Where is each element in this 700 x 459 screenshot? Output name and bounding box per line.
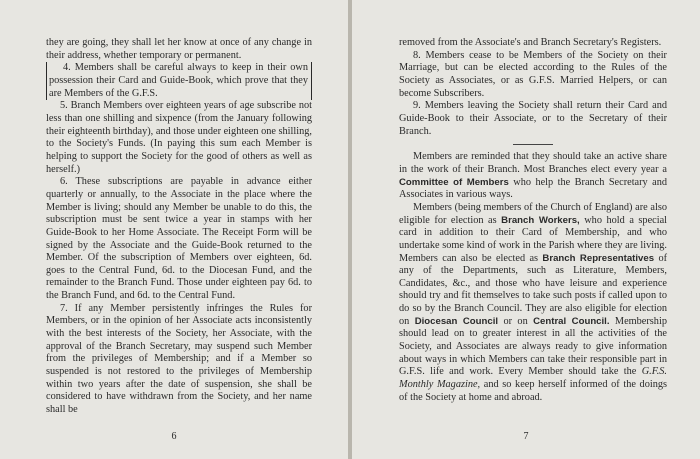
committee-paragraph	[399, 151, 667, 202]
committee-text-b: who help the Branch Secretary and Associates in various ways.	[399, 176, 668, 201]
workers-text-b: who hold a special card in addition to their Card of Membership, and who undertake some kind of work in the Parish where they are living. Members can also be elected as	[399, 214, 668, 264]
section-divider	[513, 144, 553, 145]
rule-6: 6. These subscriptions are payable in advance either quarterly or annually, to the Associate in the place where the Member is living; should any Member be unable to do this, the subscription must be sent twice a year in stamps with her Guide-Book to her Home Associate. The Receipt Form will be signed by the Associate and the Guide-Book returned to the Member. Of the subscription of Members over eighteen, 6d. goes to the Central Fund, 6d. to the Diocesan Fund, and the remainder to the Branch Fund. Those under eighteen pay 6d. to the Branch Fund, and 6d. to the Central Fund.	[46, 176, 312, 302]
committee-of-members-bold: Committee of Members	[399, 176, 509, 188]
page-number-left: 6	[171, 431, 177, 442]
rule-4: 4. Members shall be careful always to keep in their own possession their Card and Guide-Book, which prove that they are Members of the G.F.S.	[46, 62, 312, 100]
monthly-magazine-title: G.F.S. Monthly Magazine,	[399, 366, 667, 391]
diocesan-council-bold: Diocesan Council	[414, 315, 499, 327]
workers-text-f: and so keep herself informed of the doings of the Society at home and abroad.	[399, 379, 668, 403]
branch-workers-paragraph	[399, 202, 667, 405]
page-number-right: 7	[523, 431, 529, 442]
committee-text-a: Members are reminded that they should take an active share in the work of their Branch. Most Branches elect every year a	[399, 151, 667, 175]
rule-3-continuation: they are going, they shall let her know at once of any change in their address, whether temporary or permanent.	[46, 37, 312, 61]
rule-8: 8. Members cease to be Members of the Society on their Marriage, but can be elected according to the Rules of the Society as Associates, or as G.F.S. Married Helpers, or can become Subscribers.	[399, 49, 667, 99]
right-page	[352, 0, 700, 459]
central-council-bold: Central Council.	[533, 315, 610, 327]
rule-9: 9. Members leaving the Society shall return their Card and Guide-Book to their Associate, or to the Secretary of their Branch.	[399, 100, 667, 137]
rule-7: 7. If any Member persistently infringes the Rules for Members, or in the opinion of her Associate acts inconsistently with the best interests of the Society, her Associate, with the approval of the Branch Secretary, may suspend such Member from the privileges of Membership; and if a Member so suspended is not restored to the privileges of Membership within two years after the date of suspension, she shall be considered to have withdrawn from the Society, and her name shall be	[46, 302, 312, 416]
workers-text-c: of any of the Departments, such as Literature, Members, Candidates, &c., and those who have leisure and experience should try and fit themselves to take such posts if called upon to do so by the Branch Council. They are also eligible for election on	[399, 252, 668, 327]
branch-workers-bold: Branch Workers,	[501, 214, 580, 226]
rule-5: 5. Branch Members over eighteen years of age subscribe not less than one shilling and sixpence (from the January following their eighteenth birthday), and those under eighteen one shilling, to the Society's Funds. (In paying this sum each Member is helping to support the Society for the good of others as well as herself.)	[46, 100, 312, 175]
workers-text-a: Members (being members of the Church of England) are also eligible for election as	[399, 201, 667, 226]
branch-representatives-bold: Branch Representatives	[542, 252, 655, 264]
workers-text-d: or on	[503, 315, 528, 327]
workers-text-e: Membership should lead on to greater interest in all the activities of the Society, and Associates are always ready to give information about ways in which Members can take their responsible part in G.F.S. life and work. Every Member should take the	[399, 315, 667, 378]
rule-7-continuation: removed from the Associate's and Branch Secretary's Registers.	[399, 37, 662, 48]
left-page-text	[46, 37, 312, 417]
right-page-text	[399, 37, 667, 404]
left-page	[0, 0, 348, 459]
